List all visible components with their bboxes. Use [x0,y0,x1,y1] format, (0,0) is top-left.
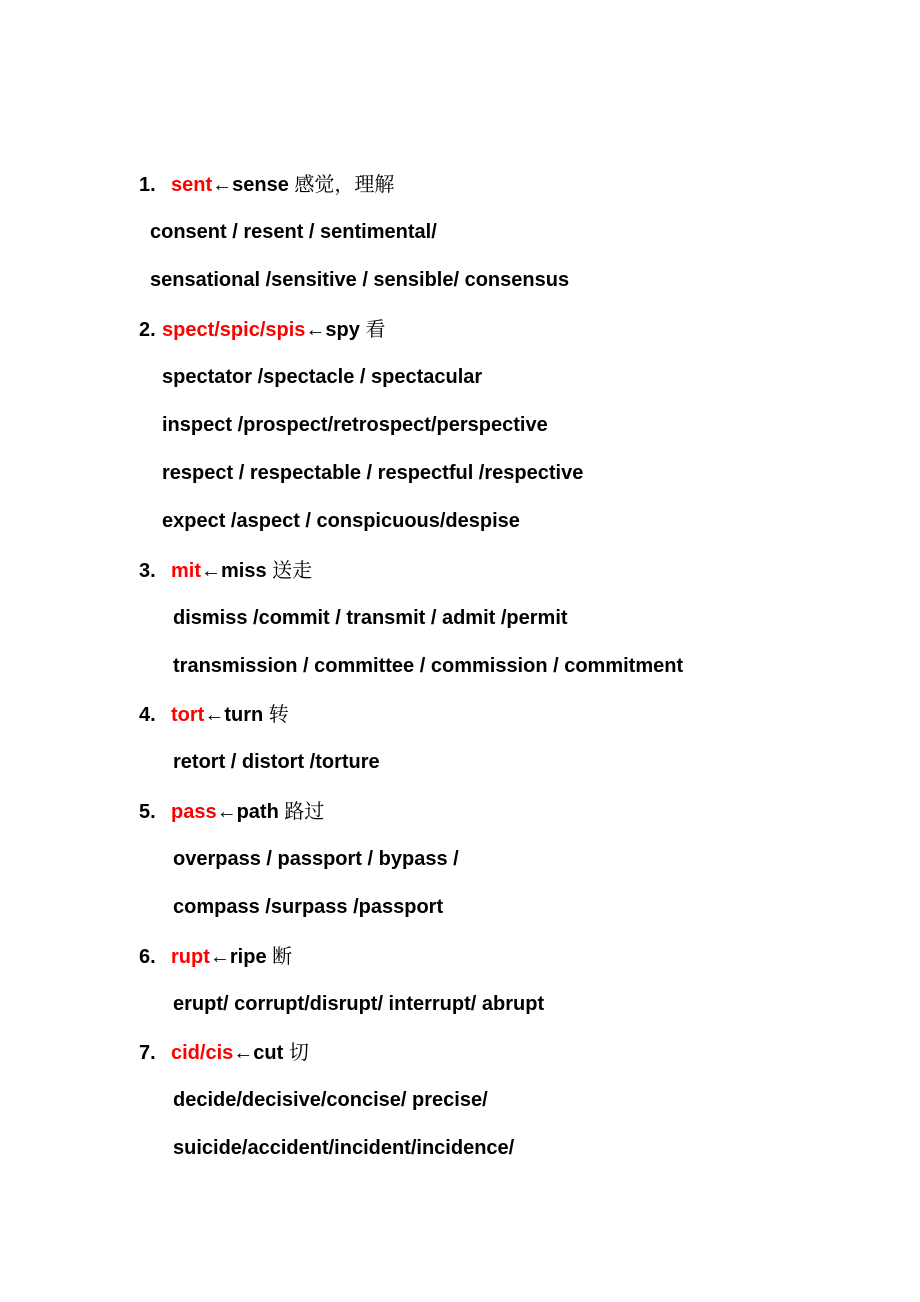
arrow-left-icon: ← [233,1042,254,1064]
root-word: cid/cis [171,1042,234,1064]
entry-4-heading [139,700,289,729]
entry-number: 4. [139,704,156,726]
root-word: sent [171,174,213,196]
meaning: 路过 [284,799,325,823]
source-word: ripe [229,946,267,968]
meaning: 送走 [272,558,313,582]
entry-1-words-1: consent / resent / sentimental/ [150,221,437,243]
root-word: tort [171,704,205,726]
arrow-left-icon: ← [204,704,225,726]
meaning: 断 [272,944,293,968]
source-word: miss [221,560,267,582]
source-word: spy [325,319,360,341]
entry-7-words-2: suicide/accident/incident/incidence/ [173,1137,515,1159]
entry-3-words-2: transmission / committee / commission / commitment [173,655,684,677]
entry-1-words-2: sensational /sensitive / sensible/ consensus [150,269,570,291]
source-word: sense [232,174,289,196]
entry-number: 1. [139,174,156,196]
meaning: 转 [268,702,289,726]
meaning: 切 [288,1040,309,1064]
entry-number: 2. [139,319,156,341]
entry-2-heading [139,315,385,344]
entry-2-words-3: respect / respectable / respectful /respective [162,462,584,484]
arrow-left-icon: ← [305,319,326,341]
entry-4-words-1: retort / distort /torture [173,751,380,773]
root-word: rupt [171,946,210,968]
entry-2-words-4: expect /aspect / conspicuous/despise [162,510,520,532]
entry-number: 7. [139,1042,156,1064]
source-word: cut [253,1042,284,1064]
source-word: turn [224,704,264,726]
entry-number: 6. [139,946,156,968]
arrow-left-icon: ← [201,560,221,582]
entry-7-words-1: decide/decisive/concise/ precise/ [173,1089,488,1111]
arrow-left-icon: ← [209,946,230,968]
entry-number: 5. [139,801,156,823]
entry-6-heading [139,942,292,971]
root-word: mit [171,560,201,582]
arrow-left-icon: ← [212,174,233,196]
arrow-left-icon: ← [216,801,237,823]
meaning: 感觉，理解 [294,172,395,196]
meaning: 看 [365,317,386,341]
entry-3-heading [139,556,312,585]
entry-1-heading [139,170,394,199]
entry-5-words-1: overpass / passport / bypass / [173,848,459,870]
root-word: pass [171,801,217,823]
entry-2-words-1: spectator /spectacle / spectacular [162,366,483,388]
entry-5-heading [139,797,324,826]
entry-3-words-1: dismiss /commit / transmit / admit /permit [173,607,568,629]
entry-number: 3. [139,560,156,582]
entry-6-words-1: erupt/ corrupt/disrupt/ interrupt/ abrupt [173,993,545,1015]
root-word: spect/spic/spis [162,319,306,341]
entry-5-words-2: compass /surpass /passport [173,896,444,918]
entry-2-words-2: inspect /prospect/retrospect/perspective [162,414,548,436]
entry-7-heading [139,1038,309,1067]
source-word: path [236,801,279,823]
